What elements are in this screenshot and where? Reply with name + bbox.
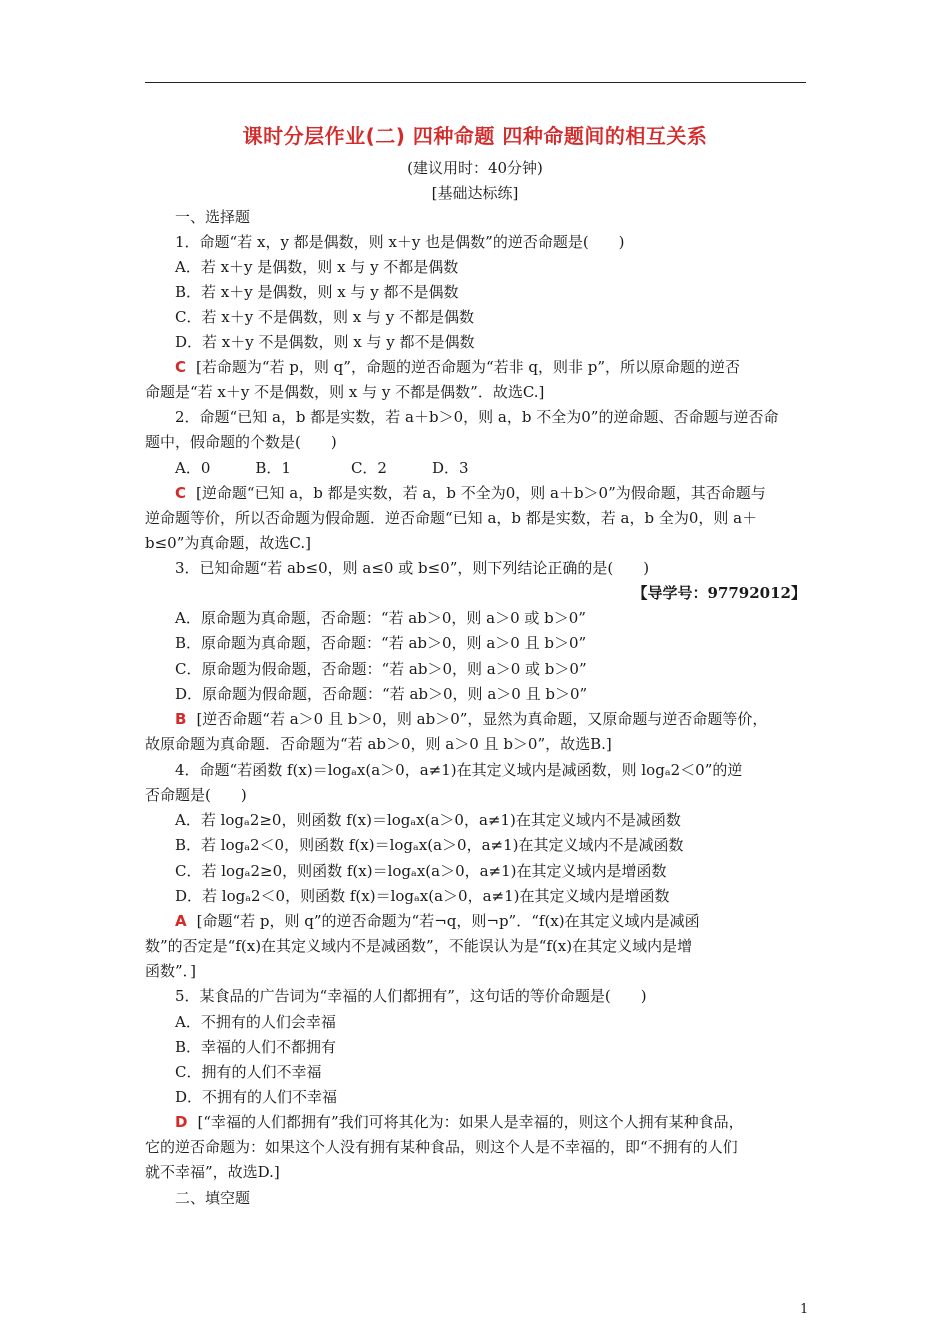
- q2-explanation-line-3: b≤0”为真命题，故选C.]: [145, 534, 311, 552]
- page-number: 1: [800, 1302, 809, 1317]
- q4-option-a: A．若 logₐ2≥0，则函数 f(x)＝logₐx(a＞0，a≠1)在其定义域内不是减函数: [175, 811, 681, 829]
- q4-stem-line-1: 4．命题“若函数 f(x)＝logₐx(a＞0，a≠1)在其定义域内是减函数，则 logₐ2＜0”的逆: [175, 761, 743, 779]
- level-label: [基础达标练]: [431, 184, 519, 202]
- q3-option-c: C．原命题为假命题，否命题：“若 ab＞0，则 a＞0 或 b＞0”: [175, 660, 587, 678]
- q5-option-b: B．幸福的人们不都拥有: [175, 1038, 337, 1056]
- q5-option-c: C．拥有的人们不幸福: [175, 1063, 322, 1081]
- q1-answer: C: [175, 358, 187, 376]
- q5-explanation-line-2: 它的逆否命题为：如果这个人没有拥有某种食品，则这个人是不幸福的，即“不拥有的人们: [145, 1138, 738, 1156]
- q4-option-b: B．若 logₐ2＜0，则函数 f(x)＝logₐx(a＞0，a≠1)在其定义域内不是减函数: [175, 836, 684, 854]
- section-fill-heading: 二、填空题: [175, 1189, 251, 1207]
- q2-options: A．0 B．1 C．2 D．3: [175, 459, 469, 477]
- q3-option-a: A．原命题为真命题，否命题：“若 ab＞0，则 a＞0 或 b＞0”: [175, 609, 586, 627]
- q2-explanation-line-1: C [逆命题“已知 a，b 都是实数，若 a，b 不全为0，则 a＋b＞0”为假命题，其否命题与: [175, 484, 766, 502]
- q5-option-d: D．不拥有的人们不幸福: [175, 1088, 338, 1106]
- q4-explanation-line-2: 数”的否定是“f(x)在其定义域内不是减函数”，不能误认为是“f(x)在其定义域内是增: [145, 937, 693, 955]
- q3-option-b: B．原命题为真命题，否命题：“若 ab＞0，则 a＞0 且 b＞0”: [175, 634, 587, 652]
- q2-stem-line-1: 2．命题“已知 a，b 都是实数，若 a＋b＞0，则 a，b 不全为0”的逆命题、否命题与逆否命: [175, 408, 779, 426]
- q4-explanation-line-3: 函数”．]: [145, 962, 197, 980]
- q2-stem-line-2: 题中，假命题的个数是( ): [145, 433, 337, 451]
- q1-explanation-line-2: 命题是“若 x＋y 不是偶数，则 x 与 y 不都是偶数”．故选C.]: [145, 383, 545, 401]
- q5-stem: 5．某食品的广告词为“幸福的人们都拥有”，这句话的等价命题是( ): [175, 987, 647, 1005]
- q4-option-c: C．若 logₐ2≥0，则函数 f(x)＝logₐx(a＞0，a≠1)在其定义域内是增函数: [175, 862, 667, 880]
- q3-stem: 3．已知命题“若 ab≤0，则 a≤0 或 b≤0”，则下列结论正确的是( ): [175, 559, 650, 577]
- q4-option-d: D．若 logₐ2＜0，则函数 f(x)＝logₐx(a＞0，a≠1)在其定义域内是增函数: [175, 887, 670, 905]
- q4-explanation-line-1: A [命题“若 p，则 q”的逆否命题为“若¬q，则¬p”．“f(x)在其定义域内是减函: [175, 912, 700, 930]
- guide-number: 【导学号：97792012】: [632, 584, 806, 602]
- q4-answer: A: [175, 912, 187, 930]
- q1-stem: 1．命题“若 x，y 都是偶数，则 x＋y 也是偶数”的逆否命题是( ): [175, 233, 625, 251]
- page-title: 课时分层作业(二) 四种命题 四种命题间的相互关系: [242, 124, 708, 148]
- q5-explanation-line-3: 就不幸福”，故选D.]: [145, 1163, 280, 1181]
- suggested-time: (建议用时：40分钟): [407, 159, 543, 177]
- header-rule: [145, 82, 806, 83]
- q1-explanation-line-1: C [若命题为“若 p，则 q”，命题的逆否命题为“若非 q，则非 p”，所以原命题的逆否: [175, 358, 741, 376]
- q1-option-b: B．若 x＋y 是偶数，则 x 与 y 都不是偶数: [175, 283, 459, 301]
- q1-option-c: C．若 x＋y 不是偶数，则 x 与 y 不都是偶数: [175, 308, 474, 326]
- q3-explanation-line-2: 故原命题为真命题．否命题为“若 ab＞0，则 a＞0 且 b＞0”，故选B.]: [145, 735, 612, 753]
- q3-explanation-line-1: B [逆否命题“若 a＞0 且 b＞0，则 ab＞0”，显然为真命题，又原命题与逆否命题等价，: [175, 710, 768, 728]
- q5-explanation-line-1: D [“幸福的人们都拥有”我们可将其化为：如果人是幸福的，则这个人拥有某种食品，: [175, 1113, 744, 1131]
- q5-option-a: A．不拥有的人们会幸福: [175, 1013, 336, 1031]
- q3-answer: B: [175, 710, 187, 728]
- section-choice-heading: 一、选择题: [175, 208, 251, 226]
- q4-stem-line-2: 否命题是( ): [145, 786, 247, 804]
- q1-option-a: A．若 x＋y 是偶数，则 x 与 y 不都是偶数: [175, 258, 459, 276]
- q5-answer: D: [175, 1113, 188, 1131]
- q3-option-d: D．原命题为假命题，否命题：“若 ab＞0，则 a＞0 且 b＞0”: [175, 685, 588, 703]
- q2-explanation-line-2: 逆命题等价，所以否命题为假命题．逆否命题“已知 a，b 都是实数，若 a，b 全为0，则 a＋: [145, 509, 758, 527]
- q2-answer: C: [175, 484, 187, 502]
- q1-option-d: D．若 x＋y 不是偶数，则 x 与 y 都不是偶数: [175, 333, 475, 351]
